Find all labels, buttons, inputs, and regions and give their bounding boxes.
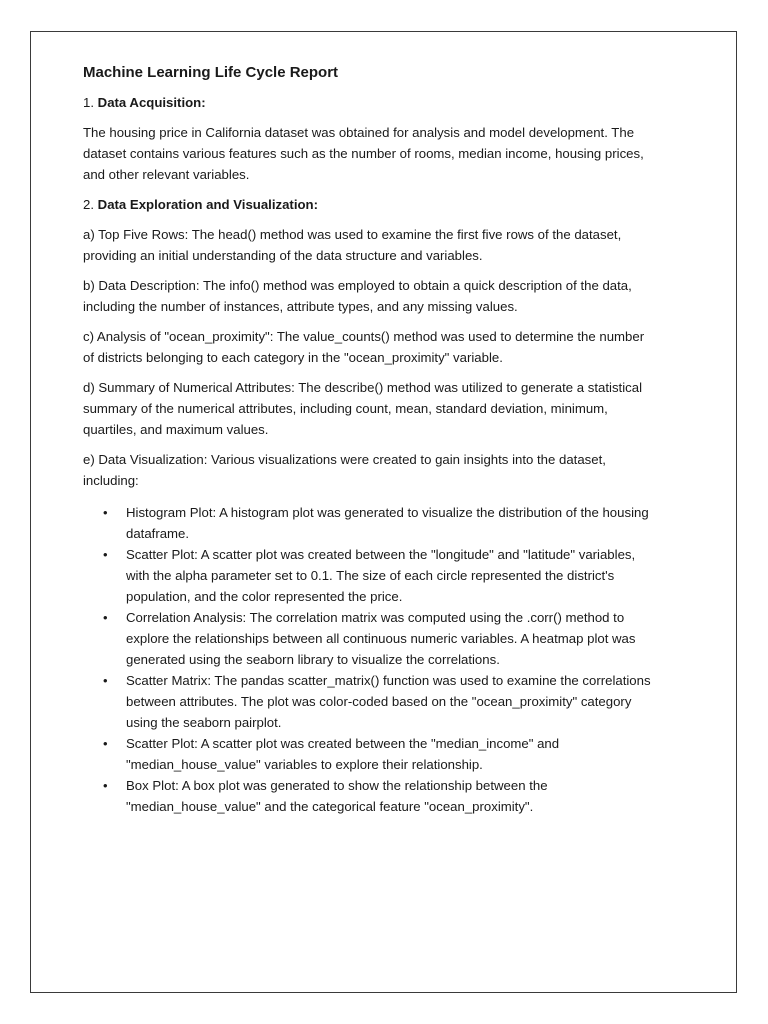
report-title: Machine Learning Life Cycle Report [83,64,339,81]
bullet-item-scatter-matrix [103,670,653,733]
bullet-item-histogram [103,502,653,544]
section-2-item-a: a) Top Five Rows: The head() method was used to examine the first five rows of the dataset, providing an initial understanding of the data structure and variables. [83,227,622,263]
bullet-item-scatter-income [103,733,653,775]
document-body [83,63,653,817]
bullet-text: Scatter Matrix: The pandas scatter_matrix() function was used to examine the correlations between attributes. The plot was color-coded based on the "ocean_proximity" category using the seaborn pairplot. [126,673,651,730]
bullet-item-correlation [103,607,653,670]
bullet-text: Scatter Plot: A scatter plot was created between the "longitude" and "latitude" variables, with the alpha parameter set to 0.1. The size of each circle represented the district's population, and the color represented the price. [126,547,636,604]
section-1-heading [83,92,653,113]
section-2-number: 2. [83,197,98,212]
section-2-label: Data Exploration and Visualization: [97,197,318,212]
section-1-number: 1. [83,95,98,110]
section-2-heading [83,194,653,215]
bullet-dot-icon: • [103,610,108,625]
section-1-label: Data Acquisition: [97,95,206,110]
visualization-bullet-list [83,502,653,817]
bullet-text: Correlation Analysis: The correlation matrix was computed using the .corr() method to explore the relationships between all continuous numeric variables. A heatmap plot was generated using the seaborn library to visualize the correlations. [126,610,636,667]
bullet-dot-icon: • [103,505,108,520]
section-2-item-e: e) Data Visualization: Various visualizations were created to gain insights into the dataset, including: [83,452,606,488]
bullet-item-scatter-lon-lat [103,544,653,607]
bullet-dot-icon: • [103,673,108,688]
section-1-paragraph: The housing price in California dataset was obtained for analysis and model development. The dataset contains various features such as the number of rooms, median income, housing prices, and other relevant variables. [83,125,644,182]
section-2-item-d: d) Summary of Numerical Attributes: The describe() method was utilized to generate a statistical summary of the numerical attributes, including count, mean, standard deviation, minimum, quartiles, and maximum values. [83,380,642,437]
bullet-item-box-plot [103,775,653,817]
bullet-dot-icon: • [103,736,108,751]
bullet-dot-icon: • [103,547,108,562]
section-2-item-b: b) Data Description: The info() method was employed to obtain a quick description of the data, including the number of instances, attribute types, and any missing values. [83,278,632,314]
bullet-text: Scatter Plot: A scatter plot was created between the "median_income" and "median_house_value" variables to explore their relationship. [126,736,560,772]
bullet-text: Histogram Plot: A histogram plot was generated to visualize the distribution of the housing dataframe. [126,505,649,541]
bullet-text: Box Plot: A box plot was generated to show the relationship between the "median_house_value" and the categorical feature "ocean_proximity". [126,778,548,814]
section-2-item-c: c) Analysis of "ocean_proximity": The value_counts() method was used to determine the number of districts belonging to each category in the "ocean_proximity" variable. [83,329,645,365]
bullet-dot-icon: • [103,778,108,793]
